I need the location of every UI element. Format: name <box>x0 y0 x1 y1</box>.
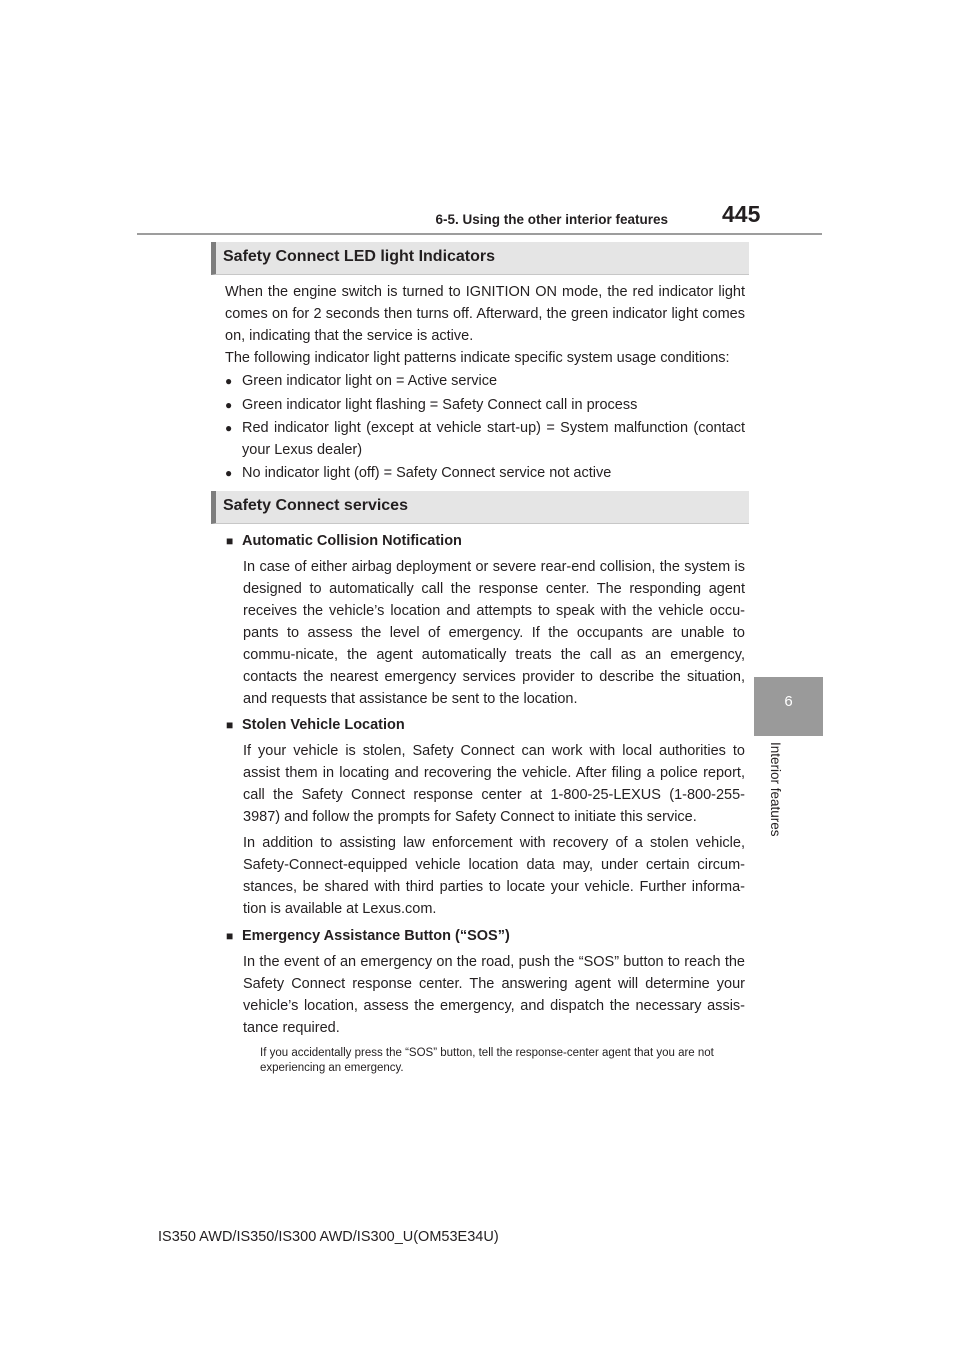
intro-paragraph: When the engine switch is turned to IGNITION ON mode, the red indicator light comes on for 2 seconds then turns off. Afterward, the green indicator light comes on, indicating that the service is active. <box>225 284 745 344</box>
bullet-icon: ● <box>225 466 233 480</box>
page-number: 445 <box>722 201 761 227</box>
square-bullet-icon: ■ <box>226 534 234 548</box>
bullet-icon: ● <box>225 421 233 435</box>
chapter-tab <box>754 677 823 736</box>
body-paragraph: If your vehicle is stolen, Safety Connect can work with local authorities to assist them in locating and recovering the vehicle. After filing a police report, call the Safety Connect response center at 1-800-25-LEXUS (1-800-255-3987) and follow the prompts for Safety Connect to initiate this service. <box>243 743 745 825</box>
list-item <box>225 394 745 416</box>
list-item <box>225 370 745 392</box>
body-paragraph: In case of either airbag deployment or severe rear-end collision, the system is designed to automatically call the response center. The responding agent receives the vehicle’s location and attempts to speak with the vehicle occu-pants to assess the level of emergency. If the occupants are unable to commu-nicate, the agent automatically treats the call as an emergency, contacts the nearest emergency services provider to describe the situation, and requests that assistance be sent to the location. <box>243 559 745 707</box>
square-bullet-icon: ■ <box>226 718 234 732</box>
square-bullet-icon: ■ <box>226 929 234 943</box>
list-item-text: Green indicator light flashing = Safety Connect call in process <box>242 397 638 413</box>
subheading-sos-button <box>226 925 510 947</box>
section-title: Safety Connect services <box>223 497 408 514</box>
subheading-automatic-collision <box>226 530 462 552</box>
header-rule <box>137 233 822 235</box>
subheading-text: Emergency Assistance Button (“SOS”) <box>242 928 510 944</box>
subheading-text: Automatic Collision Notification <box>242 533 462 549</box>
lead-paragraph: The following indicator light patterns indicate specific system usage conditions: <box>225 350 730 366</box>
body-paragraph: In addition to assisting law enforcement with recovery of a stolen vehicle, Safety-Connect-equipped vehicle location data may, under certain circum-stances, be shared with third parties to locate your vehicle. Further informa-tion is available at Lexus.com. <box>243 835 745 917</box>
note-text: If you accidentally press the “SOS” button, tell the response-center agent that you are not experiencing an emergency. <box>260 1047 714 1074</box>
list-item-text: No indicator light (off) = Safety Connect service not active <box>242 465 612 481</box>
list-item <box>225 462 745 484</box>
chapter-label: Interior features <box>768 742 783 837</box>
running-header-section: 6-5. Using the other interior features <box>435 212 668 227</box>
footer-model: IS350 AWD/IS350/IS300 AWD/IS300_U(OM53E34U) <box>158 1229 499 1245</box>
list-item <box>225 417 745 461</box>
bullet-icon: ● <box>225 398 233 412</box>
chapter-number: 6 <box>784 693 793 710</box>
subheading-text: Stolen Vehicle Location <box>242 717 405 733</box>
body-paragraph: In the event of an emergency on the road, push the “SOS” button to reach the Safety Connect response center. The answering agent will determine your vehicle’s location, assess the emergency, and dispatch the necessary assis-tance required. <box>243 954 745 1036</box>
section-heading-led-indicators <box>211 242 749 275</box>
bullet-icon: ● <box>225 374 233 388</box>
section-title: Safety Connect LED light Indicators <box>223 248 496 265</box>
list-item-text: Green indicator light on = Active service <box>242 373 498 389</box>
subheading-stolen-vehicle <box>226 714 405 736</box>
section-heading-services <box>211 491 749 524</box>
list-item-text: Red indicator light (except at vehicle start-up) = System malfunction (contact your Lexus dealer) <box>242 420 745 458</box>
